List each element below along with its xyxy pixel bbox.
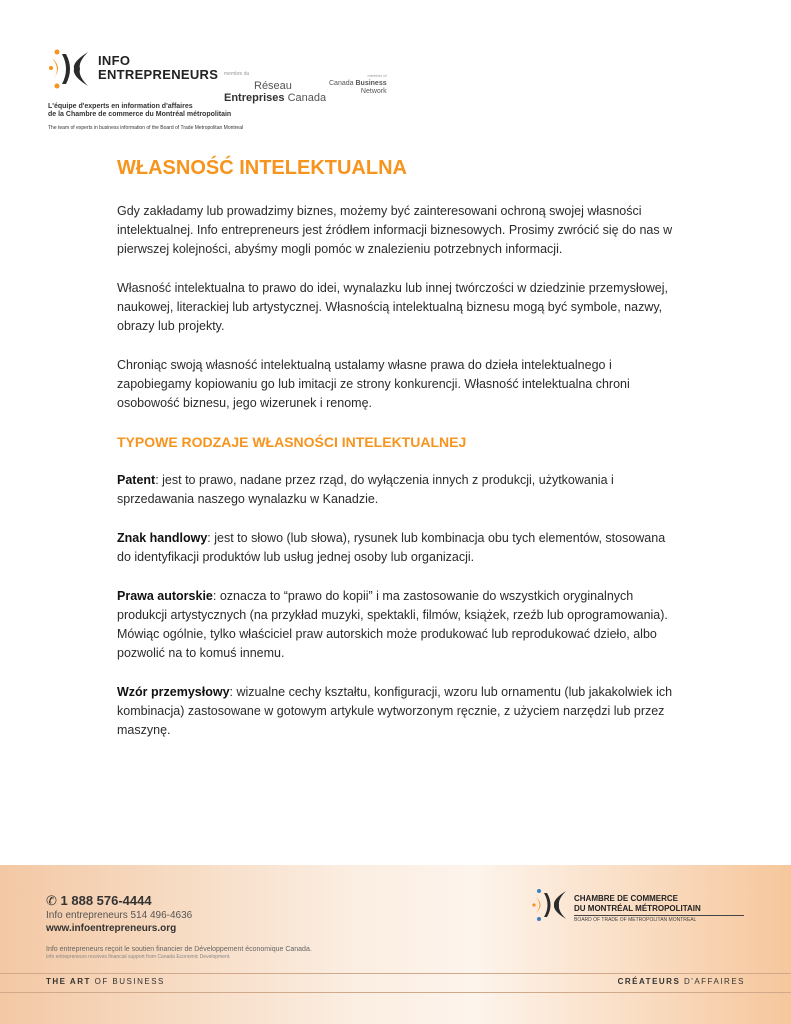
- partner-cbn-business: Business: [355, 80, 387, 87]
- definition-copyright: [117, 587, 677, 663]
- partner-logo-reseau: [224, 68, 326, 104]
- ccm-logo-icon: [530, 885, 570, 925]
- ccm-name-line2: DU MONTRÉAL MÉTROPOLITAIN: [574, 904, 701, 913]
- term-industrial-design: Wzór przemysłowy: [117, 685, 230, 699]
- slogan-en: [46, 977, 165, 986]
- page-footer: [0, 865, 791, 1024]
- definition-patent: [117, 471, 677, 509]
- paragraph-2: Własność intelektualna to prawo do idei, wynalazku lub innej twórczości w dziedzinie przemysłowej, naukowej, literackiej lub artystycznej. Własnością intelektualną biznesu mogą być symbole, nazwy, obrazy lub projekty.: [117, 281, 668, 333]
- footer-ie-phone: Info entrepreneurs 514 496-4636: [46, 910, 193, 921]
- footer-slogan-bar: [0, 973, 791, 993]
- phone-icon: ✆: [46, 893, 61, 908]
- desc-trademark: : jest to słowo (lub słowa), rysunek lub kombinacja obu tych elementów, stosowana do identyfikacji produktów lub usług jednej osoby lub organizacji.: [117, 531, 666, 564]
- ccm-name-en: BOARD OF TRADE OF METROPOLITAN MONTREAL: [574, 915, 744, 924]
- definition-industrial-design: [117, 683, 677, 740]
- slogan-en-rest: OF BUSINESS: [90, 977, 165, 986]
- partner-cbn-network: Network: [360, 88, 387, 95]
- partner-entreprises: Entreprises: [224, 92, 285, 104]
- footer-website-link[interactable]: www.infoentrepreneurs.org: [46, 923, 177, 934]
- document-body: [117, 154, 677, 760]
- tagline-en: The team of experts in business information of the Board of Trade Metropolitan Montreal: [48, 125, 244, 131]
- tagline-fr-line2: de la Chambre de commerce du Montréal métropolitain: [48, 111, 232, 118]
- slogan-fr-bold: CRÉATEURS: [617, 977, 681, 986]
- paragraph-1: Gdy zakładamy lub prowadzimy biznes, możemy być zainteresowani ochroną swojej własności intelektualnej. Info entrepreneurs jest źródłem informacji biznesowych. Prosimy zwrócić się do nas w pierwszej kolejności, abyśmy mogli pomóc w znalezieniu potrzebnych informacji.: [117, 204, 673, 256]
- partner-reseau: Réseau: [254, 80, 292, 92]
- brand-name-line2: ENTREPRENEURS: [98, 67, 219, 82]
- partner-small-label-2: member of: [367, 73, 387, 78]
- page-title: WŁASNOŚĆ INTELEKTUALNA: [117, 157, 407, 179]
- info-entrepreneurs-logo-icon: [44, 44, 94, 94]
- partner-small-label: membre du: [224, 71, 250, 77]
- footer-contact: [46, 893, 312, 960]
- footer-funding-fr: Info entrepreneurs reçoit le soutien financier de Développement économique Canada.: [46, 946, 312, 953]
- footer-phone-number: 1 888 576-4444: [60, 893, 152, 908]
- paragraph-3: Chroniąc swoją własność intelektualną ustalamy własne prawa do dzieła intelektualnego i zapobiegamy kopiowaniu go lub imitacji ze strony konkurencji. Własność intelektualna chroni osobowość biznesu, jego wizerunek i renomę.: [117, 358, 630, 410]
- desc-copyright: : oznacza to “prawo do kopii” i ma zastosowanie do wszystkich oryginalnych produkcji artystycznych (na przykład muzyki, spektakli, filmów, książek, rzeźb lub oprogramowania). Mówiąc ogólnie, tylko właściciel praw autorskich może produkować lub reprodukować dzieło, albo pozwolić na to komuś innemu.: [117, 589, 668, 660]
- desc-patent: : jest to prawo, nadane przez rząd, do wyłączenia innych z produkcji, użytkowania i sprzedawania naszego wynalazku w Kanadzie.: [117, 473, 614, 506]
- footer-phone: [46, 893, 312, 909]
- brand-name: [98, 54, 218, 82]
- tagline-fr: [48, 103, 348, 119]
- slogan-en-bold: THE ART: [46, 977, 91, 986]
- letterhead: [44, 40, 404, 140]
- partner-canada: Canada: [287, 92, 327, 104]
- ccm-name-line1: CHAMBRE DE COMMERCE: [574, 894, 678, 903]
- term-patent: Patent: [117, 473, 156, 487]
- definition-trademark: [117, 529, 677, 567]
- tagline-fr-line1: L'équipe d'experts en information d'affaires: [48, 103, 193, 110]
- footer-funding-en: Info entrepreneurs receives financial support from Canada Economic Development.: [46, 954, 231, 960]
- brand-name-line1: INFO: [98, 53, 131, 68]
- slogan-fr-rest: D'AFFAIRES: [680, 977, 745, 986]
- partner-cbn-canada: Canada: [329, 80, 354, 87]
- desc-industrial-design: : wizualne cechy kształtu, konfiguracji, wzoru lub ornamentu (lub jakakolwiek ich kombinacja) zastosowane w gotowym artykule wytworzonym ręcznie, z użyciem narzędzi lub przez maszynę.: [117, 685, 673, 737]
- section-title: TYPOWE RODZAJE WŁASNOŚCI INTELEKTUALNEJ: [117, 434, 467, 450]
- term-copyright: Prawa autorskie: [117, 589, 213, 603]
- partner-logo-cbn: [329, 72, 387, 96]
- slogan-fr: [618, 977, 745, 986]
- term-trademark: Znak handlowy: [117, 531, 208, 545]
- ccm-text: [574, 894, 744, 924]
